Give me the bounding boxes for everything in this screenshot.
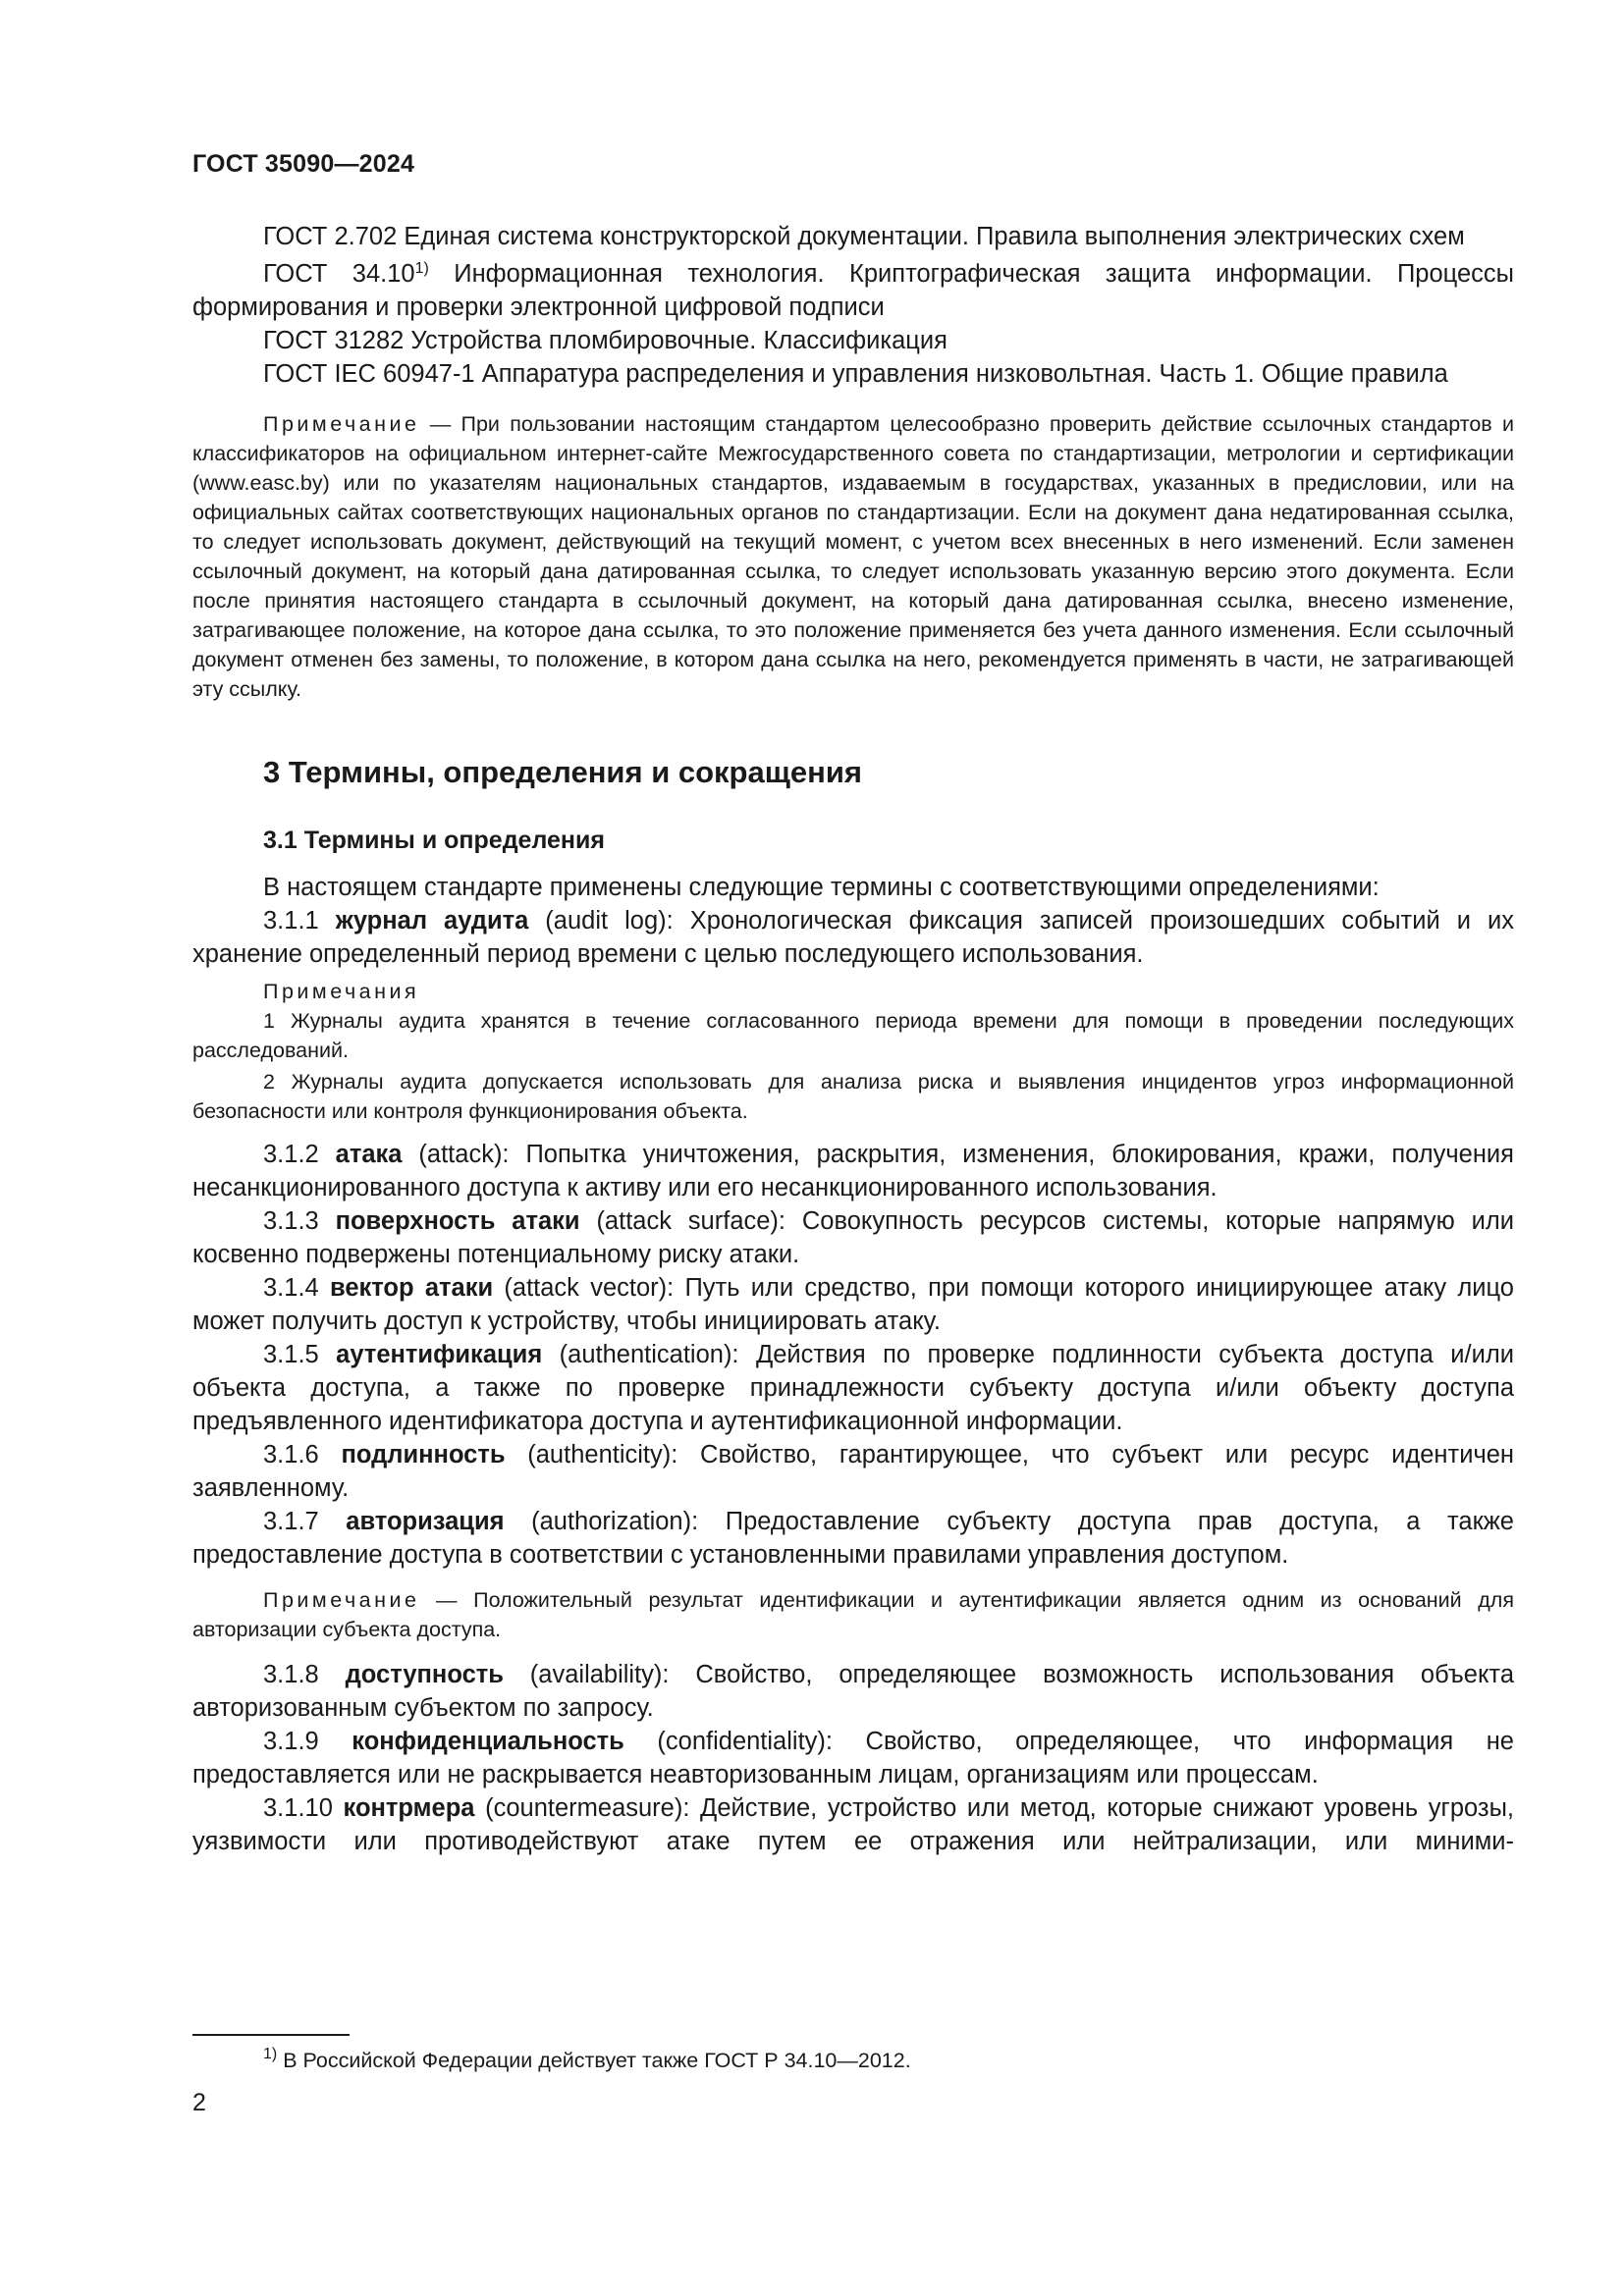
term-3-1-4: 3.1.4 вектор атаки (attack vector): Путь или средство, при помощи которого инициирующее атаку лицо может получить доступ к устройству, чтобы инициировать атаку. bbox=[192, 1274, 1514, 1335]
note-label: Примечание bbox=[263, 412, 420, 436]
term-3-1-1: 3.1.1 журнал аудита (audit log): Хронологическая фиксация записей произошедших событий и их хранение определенный период времени с целью последующего использования. bbox=[192, 907, 1514, 968]
term-3-1-7: 3.1.7 авторизация (authorization): Предоставление субъекту доступа прав доступа, а также предоставление доступа в соответствии с установленными правилами управления доступом. bbox=[192, 1508, 1514, 1569]
footnote-marker: 1) bbox=[414, 260, 429, 277]
term-name: подлинность bbox=[341, 1441, 506, 1468]
note-item-2: 2 Журналы аудита допускается использовать для анализа риска и выявления инцидентов угроз информационной безопасности или контроля функционирования объекта. bbox=[192, 1070, 1514, 1123]
document-header: ГОСТ 35090—2024 bbox=[192, 150, 415, 178]
term-name: аутентификация bbox=[336, 1341, 543, 1368]
reference-gost-2-702: ГОСТ 2.702 Единая система конструкторской документации. Правила выполнения электрических схем bbox=[263, 223, 1465, 250]
section-3-title: 3 Термины, определения и сокращения bbox=[263, 755, 862, 789]
page-body bbox=[192, 220, 1514, 1858]
note-label: Примечание bbox=[263, 1588, 420, 1612]
term-name: атака bbox=[335, 1141, 403, 1168]
term-name: поверхность атаки bbox=[335, 1207, 580, 1235]
term-3-1-2: 3.1.2 атака (attack): Попытка уничтожения, раскрытия, изменения, блокирования, кражи, получения несанкционированного доступа к активу или его несанкционированного использования. bbox=[192, 1141, 1514, 1201]
term-name: контрмера bbox=[343, 1794, 475, 1822]
term-3-1-5: 3.1.5 аутентификация (authentication): Действия по проверке подлинности субъекта доступа и/или объекта доступа, а также по проверке принадлежности субъекту доступа и/или объекту доступа предъявленного идентификатора доступа и аутентификационной информации. bbox=[192, 1341, 1514, 1435]
footnote-marker: 1) bbox=[263, 2046, 278, 2062]
note-item-1: 1 Журналы аудита хранятся в течение согласованного периода времени для помощи в проведении последующих расследований. bbox=[192, 1009, 1514, 1062]
reference-gost-31282: ГОСТ 31282 Устройства пломбировочные. Классификация bbox=[263, 327, 947, 354]
term-3-1-8: 3.1.8 доступность (availability): Свойство, определяющее возможность использования объекта авторизованным субъектом по запросу. bbox=[192, 1661, 1514, 1722]
page-number: 2 bbox=[192, 2089, 206, 2116]
term-name: авторизация bbox=[346, 1508, 505, 1535]
term-name: конфиденциальность bbox=[352, 1728, 624, 1755]
term-3-1-10: 3.1.10 контрмера (countermeasure): Действие, устройство или метод, которые снижают уровень угрозы, уязвимости или противодействуют атаке путем ее отражения или нейтрализации, или миними- bbox=[192, 1794, 1515, 1855]
term-name: журнал аудита bbox=[335, 907, 529, 934]
footnote: $^{1)}$ В Российской Федерации действует также ГОСТ Р 34.10—2012. bbox=[263, 2046, 911, 2072]
terms-intro: В настоящем стандарте применены следующие термины с соответствующими определениями: bbox=[263, 874, 1380, 901]
term-3-1-9: 3.1.9 конфиденциальность (confidentiality): Свойство, определяющее, что информация не предоставляется или не раскрывается неавторизованным лицам, организациям или процессам. bbox=[192, 1728, 1514, 1789]
term-name: доступность bbox=[345, 1661, 504, 1688]
reference-gost-iec-60947-1: ГОСТ IEC 60947-1 Аппаратура распределения и управления низковольтная. Часть 1. Общие правила bbox=[263, 360, 1448, 388]
term-3-1-6: 3.1.6 подлинность (authenticity): Свойство, гарантирующее, что субъект или ресурс идентичен заявленному. bbox=[192, 1441, 1514, 1502]
notes-label: Примечания bbox=[263, 980, 420, 1003]
footnote-divider bbox=[192, 2034, 350, 2036]
term-3-1-3: 3.1.3 поверхность атаки (attack surface): Совокупность ресурсов системы, которые напрямую или косвенно подвержены потенциальному риску атаки. bbox=[192, 1207, 1514, 1268]
section-3-1-title: 3.1 Термины и определения bbox=[263, 827, 605, 854]
note-authorization: Примечание — Положительный результат идентификации и аутентификации является одним из оснований для авторизации субъекта доступа. bbox=[192, 1588, 1514, 1641]
note-references: Примечание — При пользовании настоящим стандартом целесообразно проверить действие ссылочных стандартов и классификаторов на официальном интернет-сайте Межгосударственного совета по стандартизации, метрологии и сертификации (www.easc.by) или по указателям национальных стандартов, издаваемым в государствах, указанных в предисловии, или на официальных сайтах соответствующих национальных органов по стандартизации. Если на документ дана недатированная ссылка, то следует использовать документ, действующий на текущий момент, с учетом всех внесенных в него изменений. Если заменен ссылочный документ, на который дана датированная ссылка, то следует использовать указанную версию этого документа. Если после принятия настоящего стандарта в ссылочный документ, на который дана датированная ссылка, внесено изменение, затрагивающее положение, на которое дана ссылка, то это положение применяется без учета данного изменения. Если ссылочный документ отменен без замены, то положение, в котором дана ссылка на него, рекомендуется применять в части, не затрагивающей эту ссылку. bbox=[192, 412, 1514, 701]
term-name: вектор атаки bbox=[329, 1274, 494, 1302]
reference-gost-34-10: ГОСТ 34.10$^{1)}$ Информационная технология. Криптографическая защита информации. Процессы формирования и проверки электронной цифровой подписи bbox=[192, 260, 1514, 321]
